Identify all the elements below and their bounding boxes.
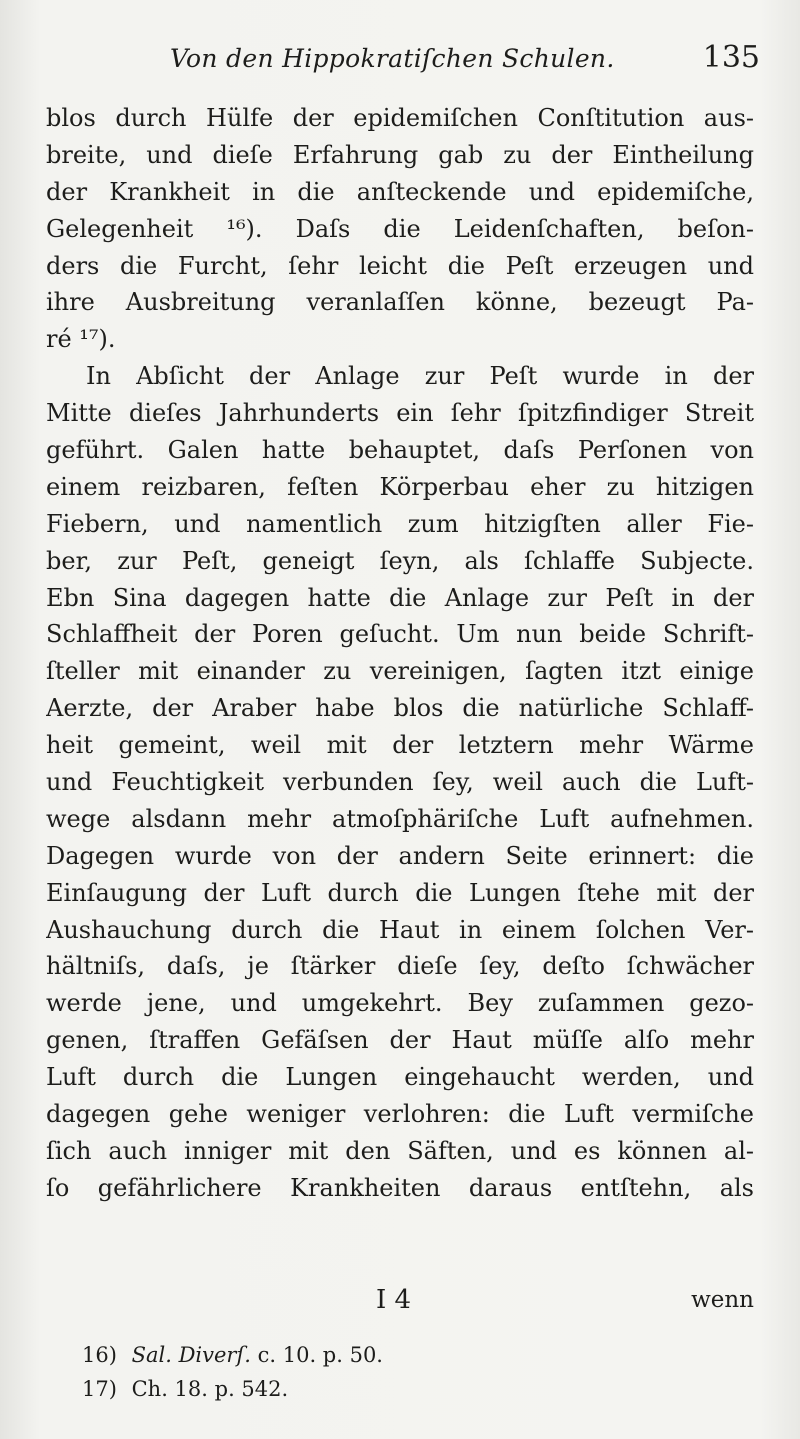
text-line: geführt. Galen hatte behauptet, daſs Perſonen von bbox=[46, 436, 754, 465]
text-line: breite, und dieſe Erfahrung gab zu der Eintheilung bbox=[46, 140, 754, 169]
text-line: dagegen gehe weniger verlohren: die Luft vermiſche bbox=[46, 1100, 754, 1129]
text-line: heit gemeint, weil mit der letztern mehr Wärme bbox=[46, 731, 754, 760]
text-line: Luft durch die Lungen eingehaucht werden, und bbox=[46, 1063, 754, 1092]
text-line: Aushauchung durch die Haut in einem ſolchen Ver- bbox=[46, 915, 754, 944]
text-line: genen, ſtraffen Gefäſsen der Haut müſſe alſo mehr bbox=[46, 1026, 754, 1055]
text-line: der Krankheit in die anſteckende und epidemiſche, bbox=[46, 177, 754, 206]
text-line: Schlaffheit der Poren geſucht. Um nun beide Schrift- bbox=[46, 620, 754, 649]
page-header bbox=[170, 40, 760, 80]
body-text bbox=[46, 100, 754, 1207]
text-line: ber, zur Peſt, geneigt ſeyn, als ſchlaffe Subjecte. bbox=[46, 546, 754, 575]
text-line: Dagegen wurde von der andern Seite erinnert: die bbox=[46, 841, 754, 870]
text-line: ihre Ausbreitung veranlaſſen könne, bezeugt Pa- bbox=[46, 288, 754, 317]
text-line: wege alsdann mehr atmoſphäriſche Luft aufnehmen. bbox=[46, 804, 754, 833]
signature-row bbox=[46, 1285, 754, 1321]
footnote-detail: Ch. 18. p. 542. bbox=[131, 1377, 289, 1401]
text-line: werde jene, und umgekehrt. Bey zuſammen gezo- bbox=[46, 989, 754, 1018]
footnote-number: 16) bbox=[82, 1343, 117, 1367]
text-line: ſteller mit einander zu vereinigen, ſagten itzt einige bbox=[46, 657, 754, 686]
text-line: Mitte dieſes Jahrhunderts ein ſehr ſpitzfindiger Streit bbox=[46, 399, 754, 428]
text-line: Einſaugung der Luft durch die Lungen ſtehe mit der bbox=[46, 878, 754, 907]
text-line: Ebn Sina dagegen hatte die Anlage zur Peſt in der bbox=[46, 583, 754, 612]
footnote-number: 17) bbox=[82, 1377, 117, 1401]
text-line: ders die Furcht, ſehr leicht die Peſt erzeugen und bbox=[46, 251, 754, 280]
running-title: Von den Hippokratiſchen Schulen. bbox=[170, 44, 615, 73]
text-line: ré ¹⁷). bbox=[46, 325, 116, 354]
footnote-source: Sal. Diverſ. bbox=[131, 1343, 251, 1367]
page-number: 135 bbox=[702, 40, 760, 75]
text-line: ſich auch inniger mit den Säften, und es können al- bbox=[46, 1136, 754, 1165]
text-line: Gelegenheit ¹⁶). Daſs die Leidenſchaften, beſon- bbox=[46, 214, 754, 243]
text-line: einem reizbaren, feſten Körperbau eher zu hitzigen bbox=[46, 472, 754, 501]
catchword: wenn bbox=[691, 1287, 754, 1313]
footnote bbox=[82, 1372, 682, 1406]
text-line: ſo gefährlichere Krankheiten daraus entſtehn, als bbox=[46, 1173, 754, 1202]
text-line: Fiebern, und namentlich zum hitzigſten aller Fie- bbox=[46, 509, 754, 538]
text-line: Aerzte, der Araber habe blos die natürliche Schlaff- bbox=[46, 694, 754, 723]
footnotes bbox=[82, 1338, 682, 1406]
text-line: hältniſs, daſs, je ſtärker dieſe ſey, deſto ſchwächer bbox=[46, 952, 754, 981]
footnote-detail: c. 10. p. 50. bbox=[257, 1343, 383, 1367]
text-line: In Abſicht der Anlage zur Peſt wurde in der bbox=[86, 362, 754, 391]
text-line: blos durch Hülfe der epidemiſchen Conſtitution aus- bbox=[46, 104, 754, 132]
footnote bbox=[82, 1338, 682, 1372]
signature-mark: I 4 bbox=[376, 1285, 412, 1315]
text-line: und Feuchtigkeit verbunden ſey, weil auch die Luft- bbox=[46, 768, 754, 797]
